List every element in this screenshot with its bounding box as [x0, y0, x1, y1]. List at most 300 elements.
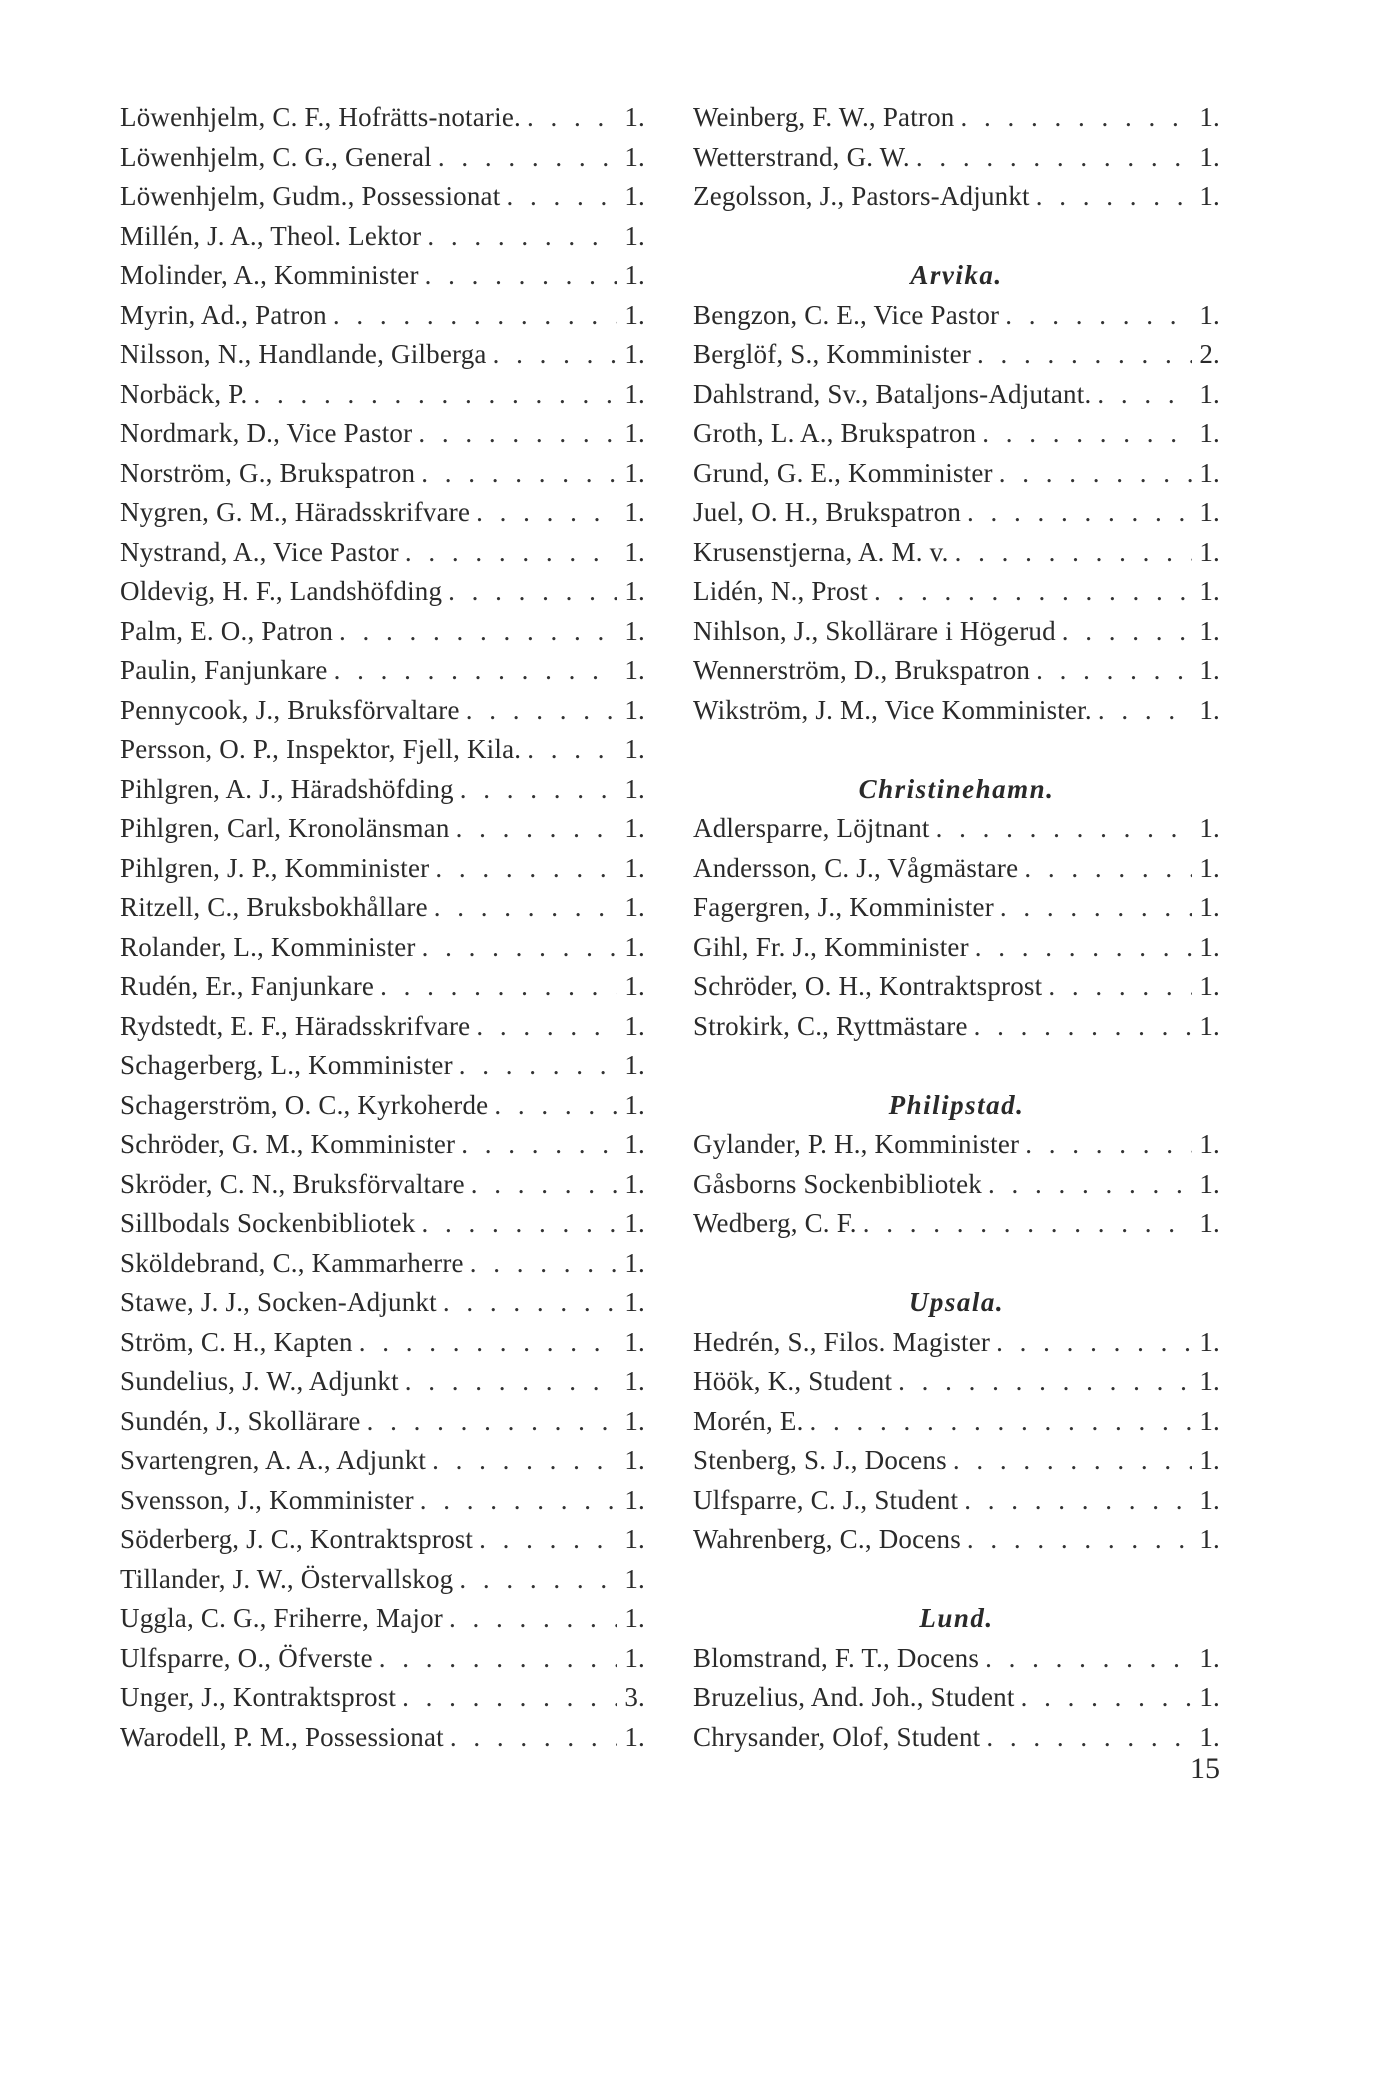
entry-count: 2. — [1199, 339, 1220, 369]
entry-name: Norström, G., Brukspatron — [120, 457, 416, 488]
entry-count: 1. — [624, 615, 645, 646]
entry-name: Ulfsparre, O., Öfverste — [120, 1642, 373, 1673]
list-item — [120, 217, 645, 257]
list-item — [120, 1086, 645, 1126]
list-item — [693, 375, 1220, 415]
entry-count: 1. — [624, 1089, 645, 1120]
entry-name: Bruzelius, And. Joh., Student — [693, 1682, 1015, 1712]
list-item — [693, 296, 1220, 336]
dot-leader — [898, 1362, 1192, 1402]
entry-count: 1. — [624, 1247, 645, 1278]
list-item — [120, 296, 645, 336]
dot-leader — [425, 256, 617, 296]
entry-count: 1. — [624, 971, 645, 1001]
entry-name: Uggla, C. G., Friherre, Major — [120, 1603, 443, 1633]
entry-count: 1. — [1199, 971, 1220, 1001]
dot-leader — [916, 138, 1192, 178]
dot-leader — [470, 1244, 617, 1284]
list-item — [693, 1481, 1220, 1521]
section-gap — [693, 217, 1220, 257]
dot-leader — [1005, 296, 1192, 336]
entry-name: Millén, J. A., Theol. Lektor — [120, 220, 422, 251]
list-item — [693, 1441, 1220, 1481]
entry-name: Höök, K., Student — [693, 1366, 893, 1396]
list-item — [120, 1007, 645, 1047]
dot-leader — [253, 375, 617, 415]
list-item — [693, 1362, 1220, 1402]
entry-name: Tillander, J. W., Östervallskog — [120, 1563, 454, 1594]
section-gap — [693, 1244, 1220, 1284]
entry-name: Sundén, J., Skollärare — [120, 1405, 361, 1436]
entry-name: Pennycook, J., Bruksförvaltare — [120, 694, 460, 725]
dot-leader — [448, 572, 617, 612]
list-item — [120, 1362, 645, 1402]
dot-leader — [1048, 967, 1192, 1007]
entry-name: Nystrand, A., Vice Pastor — [120, 536, 399, 567]
list-item — [693, 1007, 1220, 1047]
entry-name: Wetterstrand, G. W. — [693, 141, 910, 172]
entry-count: 1. — [1199, 694, 1220, 725]
list-item — [120, 177, 645, 217]
entry-name: Andersson, C. J., Vågmästare — [693, 852, 1019, 883]
list-item — [120, 533, 645, 573]
list-item — [120, 414, 645, 454]
dot-leader — [405, 1362, 617, 1402]
dot-leader — [863, 1204, 1192, 1244]
dot-leader — [967, 1520, 1192, 1560]
list-item — [693, 572, 1220, 612]
entry-count: 1. — [1199, 813, 1220, 843]
entry-count: 1. — [624, 1287, 645, 1317]
list-item — [120, 335, 645, 375]
entry-count: 1. — [1199, 1129, 1220, 1159]
entry-name: Wikström, J. M., Vice Komminister. — [693, 694, 1092, 725]
entry-name: Skröder, C. N., Bruksförvaltare — [120, 1168, 465, 1199]
list-item — [693, 967, 1220, 1007]
entry-name: Rolander, L., Komminister — [120, 931, 416, 962]
entry-name: Wahrenberg, C., Docens — [693, 1524, 961, 1554]
dot-leader — [967, 493, 1192, 533]
dot-leader — [999, 454, 1192, 494]
right-column — [693, 98, 1220, 1757]
entry-name: Svartengren, A. A., Adjunkt — [120, 1445, 427, 1475]
list-item — [693, 612, 1220, 652]
list-item — [693, 691, 1220, 731]
entry-count: 1. — [624, 299, 645, 330]
entry-name: Chrysander, Olof, Student — [693, 1721, 981, 1752]
list-item — [120, 256, 645, 296]
entry-name: Ulfsparre, C. J., Student — [693, 1484, 959, 1515]
dot-leader — [459, 1046, 617, 1086]
entry-name: Morén, E. — [693, 1405, 804, 1436]
list-item — [120, 612, 645, 652]
entry-name: Persson, O. P., Inspektor, Fjell, Kila. — [120, 734, 522, 764]
entry-count: 1. — [624, 1010, 645, 1041]
entry-name: Schröder, G. M., Komminister — [120, 1129, 456, 1159]
entry-name: Dahlstrand, Sv., Bataljons-Adjutant. — [693, 378, 1092, 409]
entry-count: 1. — [624, 418, 645, 448]
list-item — [693, 98, 1220, 138]
dot-leader — [476, 1007, 617, 1047]
dot-leader — [1062, 612, 1192, 652]
list-item — [693, 493, 1220, 533]
dot-leader — [874, 572, 1192, 612]
dot-leader — [471, 1165, 617, 1205]
dot-leader — [961, 98, 1192, 138]
entry-count: 1. — [624, 102, 645, 132]
section-heading: Upsala. — [908, 1287, 1005, 1317]
list-item — [693, 1678, 1220, 1718]
entry-name: Ritzell, C., Bruksbokhållare — [120, 892, 428, 922]
entry-count: 1. — [1199, 1682, 1220, 1712]
dot-leader — [982, 414, 1192, 454]
entry-name: Palm, E. O., Patron — [120, 615, 334, 646]
entry-name: Rydstedt, E. F., Häradsskrifvare — [120, 1010, 471, 1041]
entry-count: 1. — [1199, 576, 1220, 606]
entry-count: 1. — [1199, 1010, 1220, 1041]
entry-name: Warodell, P. M., Possessionat — [120, 1721, 444, 1752]
dot-leader — [955, 533, 1192, 573]
list-item — [120, 98, 645, 138]
entry-count: 1. — [1199, 378, 1220, 409]
list-item — [693, 177, 1220, 217]
entry-name: Sundelius, J. W., Adjunkt — [120, 1366, 399, 1396]
section-gap — [693, 730, 1220, 770]
entry-name: Unger, J., Kontraktsprost — [120, 1682, 397, 1712]
entry-name: Schröder, O. H., Kontraktsprost — [693, 971, 1043, 1001]
entry-name: Söderberg, J. C., Kontraktsprost — [120, 1524, 474, 1554]
section-heading: Lund. — [919, 1603, 994, 1633]
entry-count: 1. — [624, 655, 645, 685]
entry-name: Wennerström, D., Brukspatron — [693, 655, 1031, 685]
section-gap — [693, 1046, 1220, 1086]
list-item — [120, 1441, 645, 1481]
entry-name: Stenberg, S. J., Docens — [693, 1445, 947, 1475]
list-item — [693, 928, 1220, 968]
dot-leader — [456, 809, 617, 849]
dot-leader — [434, 888, 617, 928]
list-item — [120, 375, 645, 415]
entry-name: Pihlgren, J. P., Komminister — [120, 852, 430, 883]
entry-name: Nihlson, J., Skollärare i Högerud — [693, 615, 1056, 646]
entry-count: 1. — [624, 892, 645, 922]
list-item — [693, 414, 1220, 454]
entry-name: Stawe, J. J., Socken-Adjunkt — [120, 1287, 437, 1317]
dot-leader — [975, 928, 1192, 968]
entry-count: 1. — [1199, 1168, 1220, 1199]
list-item — [120, 1125, 645, 1165]
dot-leader — [1098, 691, 1192, 731]
entry-name: Sköldebrand, C., Kammarherre — [120, 1247, 464, 1278]
list-item — [120, 691, 645, 731]
entry-name: Sillbodals Sockenbibliotek — [120, 1208, 416, 1238]
entry-name: Lidén, N., Prost — [693, 576, 868, 606]
entry-name: Zegolsson, J., Pastors-Adjunkt — [693, 181, 1030, 211]
entry-count: 1. — [624, 1603, 645, 1633]
section-heading: Philipstad. — [888, 1089, 1025, 1120]
dot-leader — [459, 1560, 617, 1600]
entry-count: 1. — [1199, 181, 1220, 211]
list-item — [120, 1560, 645, 1600]
list-item — [120, 1678, 645, 1718]
entry-count: 1. — [1199, 931, 1220, 962]
dot-leader — [1025, 1125, 1192, 1165]
entry-name: Ström, C. H., Kapten — [120, 1326, 353, 1357]
entry-count: 1. — [624, 378, 645, 409]
entry-name: Weinberg, F. W., Patron — [693, 102, 955, 132]
dot-leader — [476, 493, 617, 533]
list-item — [120, 1244, 645, 1284]
dot-leader — [421, 1204, 617, 1244]
dot-leader — [443, 1283, 617, 1323]
entry-count: 1. — [624, 220, 645, 251]
entry-name: Gåsborns Sockenbibliotek — [693, 1168, 983, 1199]
list-item — [120, 1520, 645, 1560]
dot-leader — [506, 177, 617, 217]
entry-name: Fagergren, J., Komminister — [693, 892, 994, 922]
list-item — [693, 1718, 1220, 1758]
dot-leader — [810, 1402, 1192, 1442]
entry-count: 1. — [1199, 1366, 1220, 1396]
list-item — [120, 1323, 645, 1363]
section-heading: Christinehamn. — [858, 773, 1055, 804]
entry-count: 1. — [1199, 1721, 1220, 1752]
entry-name: Hedrén, S., Filos. Magister — [693, 1326, 991, 1357]
entry-count: 1. — [1199, 1326, 1220, 1357]
dot-leader — [438, 138, 617, 178]
entry-count: 1. — [624, 1326, 645, 1357]
entry-count: 1. — [1199, 1484, 1220, 1515]
entry-count: 1. — [624, 1405, 645, 1436]
entry-count: 1. — [1199, 418, 1220, 448]
dot-leader — [1021, 1678, 1192, 1718]
entry-name: Nordmark, D., Vice Pastor — [120, 418, 413, 448]
dot-leader — [334, 651, 617, 691]
entry-name: Groth, L. A., Brukspatron — [693, 418, 977, 448]
dot-leader — [418, 414, 617, 454]
entry-count: 1. — [1199, 102, 1220, 132]
left-column — [120, 98, 645, 1757]
entry-count: 1. — [624, 141, 645, 172]
list-item — [693, 651, 1220, 691]
dot-leader — [953, 1441, 1192, 1481]
entry-name: Juel, O. H., Brukspatron — [693, 497, 962, 527]
entry-name: Molinder, A., Komminister — [120, 260, 419, 290]
list-item — [693, 1125, 1220, 1165]
entry-count: 1. — [624, 536, 645, 567]
entry-count: 1. — [624, 1484, 645, 1515]
dot-leader — [422, 928, 617, 968]
dot-leader — [936, 809, 1192, 849]
entry-name: Wedberg, C. F. — [693, 1208, 857, 1238]
entry-count: 1. — [1199, 1405, 1220, 1436]
entry-count: 1. — [1199, 892, 1220, 922]
list-item — [120, 651, 645, 691]
entry-count: 1. — [1199, 457, 1220, 488]
dot-leader — [461, 1125, 617, 1165]
entry-name: Rudén, Er., Fanjunkare — [120, 971, 375, 1001]
list-item — [120, 888, 645, 928]
entry-name: Nilsson, N., Handlande, Gilberga — [120, 339, 487, 369]
dot-leader — [339, 612, 617, 652]
dot-leader — [460, 770, 617, 810]
entry-name: Löwenhjelm, C. G., General — [120, 141, 432, 172]
entry-count: 1. — [1199, 1642, 1220, 1673]
entry-name: Oldevig, H. F., Landshöfding — [120, 576, 443, 606]
list-item — [693, 809, 1220, 849]
list-item — [120, 138, 645, 178]
entry-count: 1. — [624, 497, 645, 527]
dot-leader — [359, 1323, 617, 1363]
entry-count: 1. — [624, 931, 645, 962]
list-item — [120, 1639, 645, 1679]
entry-name: Gylander, P. H., Komminister — [693, 1129, 1020, 1159]
entry-name: Schagerberg, L., Komminister — [120, 1050, 453, 1080]
entry-count: 1. — [624, 1563, 645, 1594]
section-heading: Arvika. — [910, 260, 1003, 290]
dot-leader — [435, 849, 617, 889]
list-item — [120, 1283, 645, 1323]
entry-name: Schagerström, O. C., Kyrkoherde — [120, 1089, 489, 1120]
list-item — [120, 493, 645, 533]
dot-leader — [1036, 651, 1192, 691]
entry-count: 1. — [1199, 1208, 1220, 1238]
entry-count: 1. — [624, 1445, 645, 1475]
dot-leader — [1036, 177, 1192, 217]
entry-count: 1. — [624, 813, 645, 843]
list-item — [693, 335, 1220, 375]
dot-leader — [333, 296, 617, 336]
entry-name: Gihl, Fr. J., Komminister — [693, 931, 969, 962]
dot-leader — [421, 454, 617, 494]
dot-leader — [449, 1599, 617, 1639]
entry-name: Löwenhjelm, C. F., Hofrätts-notarie. — [120, 102, 521, 132]
dot-leader — [432, 1441, 617, 1481]
dot-leader — [493, 335, 617, 375]
dot-leader — [450, 1718, 617, 1758]
entry-count: 1. — [1199, 497, 1220, 527]
dot-leader — [380, 967, 617, 1007]
dot-leader — [527, 98, 617, 138]
list-item — [120, 849, 645, 889]
section-gap — [693, 1560, 1220, 1600]
dot-leader — [974, 1007, 1192, 1047]
list-item — [693, 533, 1220, 573]
list-item — [120, 1599, 645, 1639]
entry-count: 1. — [624, 852, 645, 883]
entry-name: Paulin, Fanjunkare — [120, 655, 328, 685]
entry-count: 1. — [624, 260, 645, 290]
entry-count: 1. — [624, 339, 645, 369]
entry-count: 1. — [624, 694, 645, 725]
list-item — [693, 1402, 1220, 1442]
entry-name: Myrin, Ad., Patron — [120, 299, 327, 330]
dot-leader — [379, 1639, 617, 1679]
entry-count: 1. — [624, 1366, 645, 1396]
dot-leader — [986, 1718, 1192, 1758]
entry-count: 1. — [1199, 1524, 1220, 1554]
list-item — [693, 138, 1220, 178]
entry-name: Löwenhjelm, Gudm., Possessionat — [120, 181, 501, 211]
entry-count: 1. — [1199, 852, 1220, 883]
list-item — [120, 572, 645, 612]
list-item — [120, 454, 645, 494]
list-item — [120, 1481, 645, 1521]
entry-count: 1. — [624, 1208, 645, 1238]
entry-name: Bengzon, C. E., Vice Pastor — [693, 299, 1000, 330]
dot-leader — [367, 1402, 617, 1442]
list-item — [120, 809, 645, 849]
dot-leader — [527, 730, 617, 770]
entry-name: Grund, G. E., Komminister — [693, 457, 993, 488]
dot-leader — [977, 335, 1192, 375]
list-item — [120, 1204, 645, 1244]
dot-leader — [1097, 375, 1192, 415]
list-item — [693, 1639, 1220, 1679]
dot-leader — [985, 1639, 1192, 1679]
entry-count: 1. — [1199, 299, 1220, 330]
entry-count: 1. — [1199, 615, 1220, 646]
dot-leader — [964, 1481, 1192, 1521]
entry-count: 1. — [624, 1642, 645, 1673]
entry-name: Norbäck, P. — [120, 378, 248, 409]
entry-name: Berglöf, S., Komminister — [693, 339, 972, 369]
list-item — [120, 928, 645, 968]
list-item — [120, 730, 645, 770]
entry-count: 1. — [1199, 1445, 1220, 1475]
entry-count: 3. — [624, 1682, 645, 1712]
page-number: 15 — [1190, 1752, 1220, 1785]
list-item — [693, 1165, 1220, 1205]
dot-leader — [988, 1165, 1192, 1205]
entry-name: Pihlgren, Carl, Kronolänsman — [120, 813, 450, 843]
list-item — [120, 770, 645, 810]
dot-leader — [1000, 888, 1192, 928]
dot-leader — [427, 217, 617, 257]
dot-leader — [466, 691, 617, 731]
dot-leader — [405, 533, 617, 573]
entry-name: Strokirk, C., Ryttmästare — [693, 1010, 968, 1041]
dot-leader — [420, 1481, 617, 1521]
dot-leader — [1024, 849, 1192, 889]
entry-name: Pihlgren, A. J., Häradshöfding — [120, 773, 454, 804]
dot-leader — [479, 1520, 617, 1560]
entry-count: 1. — [624, 1168, 645, 1199]
entry-name: Nygren, G. M., Häradsskrifvare — [120, 497, 471, 527]
entry-name: Svensson, J., Komminister — [120, 1484, 414, 1515]
entry-count: 1. — [624, 773, 645, 804]
list-item — [120, 1165, 645, 1205]
list-item — [693, 454, 1220, 494]
list-item — [693, 849, 1220, 889]
list-item — [693, 1204, 1220, 1244]
entry-count: 1. — [1199, 536, 1220, 567]
entry-count: 1. — [624, 1524, 645, 1554]
list-item — [120, 1046, 645, 1086]
entry-count: 1. — [624, 181, 645, 211]
entry-count: 1. — [1199, 141, 1220, 172]
entry-count: 1. — [1199, 655, 1220, 685]
list-item — [120, 1402, 645, 1442]
entry-count: 1. — [624, 1050, 645, 1080]
list-item — [120, 1718, 645, 1758]
list-item — [693, 888, 1220, 928]
dot-leader — [402, 1678, 617, 1718]
list-item — [120, 967, 645, 1007]
entry-name: Blomstrand, F. T., Docens — [693, 1642, 980, 1673]
entry-count: 1. — [624, 734, 645, 764]
entry-count: 1. — [624, 457, 645, 488]
